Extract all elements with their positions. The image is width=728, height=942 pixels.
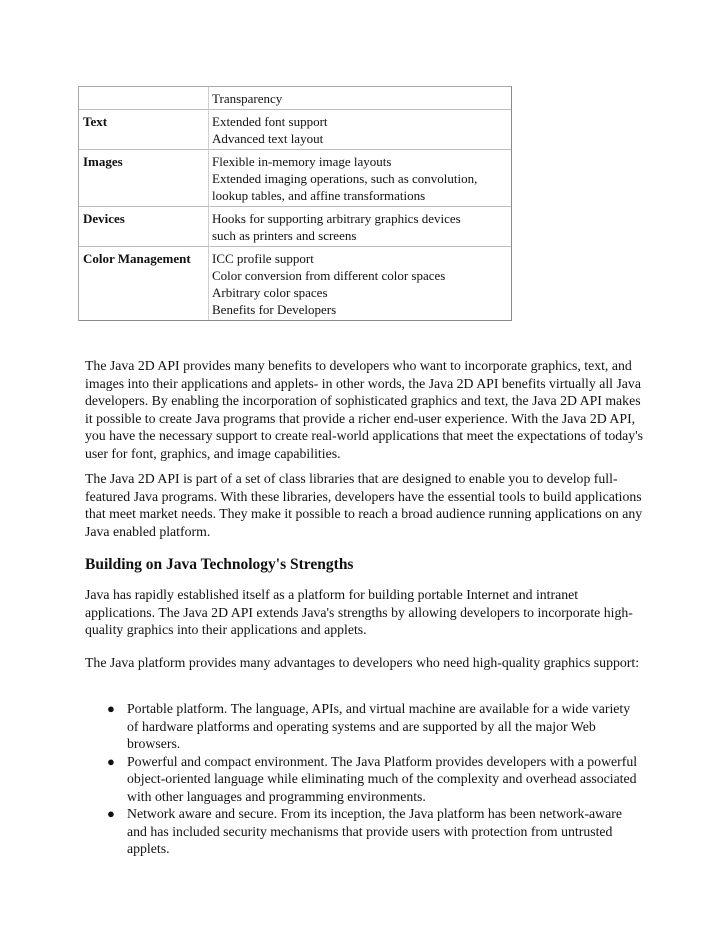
row-item: Benefits for Developers	[212, 302, 337, 317]
row-item: Hooks for supporting arbitrary graphics devices	[212, 211, 461, 226]
table-row	[79, 87, 511, 109]
list-item	[85, 805, 645, 858]
row-items	[209, 87, 511, 109]
paragraph-advantages: The Java platform provides many advantages to developers who need high-quality graphics support:	[85, 655, 640, 670]
row-item: Arbitrary color spaces	[212, 285, 328, 300]
feature-table	[78, 86, 512, 321]
advantages-list	[85, 700, 645, 858]
row-item: lookup tables, and affine transformations	[212, 188, 426, 203]
bullet-icon: ●	[107, 806, 115, 821]
list-item-text: Portable platform. The language, APIs, and virtual machine are available for a wide variety of hardware platforms and operating systems and are supported by all the major Web browsers.	[127, 701, 631, 751]
row-item: ICC profile support	[212, 251, 314, 266]
row-item: Color conversion from different color spaces	[212, 268, 446, 283]
row-category: Devices	[79, 206, 209, 246]
list-item	[85, 753, 645, 806]
table-row	[79, 206, 511, 246]
row-items	[209, 109, 511, 149]
row-item: Flexible in-memory image layouts	[212, 154, 392, 169]
row-items	[209, 149, 511, 206]
list-item	[85, 700, 645, 753]
row-item: Extended imaging operations, such as convolution,	[212, 171, 478, 186]
row-category: Images	[79, 149, 209, 206]
table-row	[79, 149, 511, 206]
section-heading: Building on Java Technology's Strengths	[85, 556, 354, 573]
row-category	[79, 87, 209, 109]
table-row	[79, 109, 511, 149]
paragraph-class-libraries: The Java 2D API is part of a set of class libraries that are designed to enable you to develop full-featured Java programs. With these libraries, developers have the essential tools to build applications that meet market needs. They make it possible to reach a broad audience running applications on any Java enabled platform.	[85, 471, 643, 539]
bullet-icon: ●	[107, 701, 115, 716]
row-item: Transparency	[212, 91, 283, 106]
list-item-text: Powerful and compact environment. The Java Platform provides developers with a powerful object-oriented language while eliminating much of the complexity and overhead associated with other languages and programming environments.	[127, 753, 638, 804]
table-row	[79, 246, 511, 320]
bullet-icon: ●	[107, 753, 115, 769]
row-item: Advanced text layout	[212, 131, 324, 146]
row-item: such as printers and screens	[212, 228, 357, 243]
row-item: Extended font support	[212, 114, 328, 129]
paragraph-strengths: Java has rapidly established itself as a platform for building portable Internet and intranet applications. The Java 2D API extends Java's strengths by allowing developers to incorporate high-quality graphics into their applications and applets.	[85, 587, 633, 637]
row-items	[209, 206, 511, 246]
row-category: Color Management	[79, 246, 209, 320]
row-items	[209, 246, 511, 320]
paragraph-benefits: The Java 2D API provides many benefits to developers who want to incorporate graphics, text, and images into their applications and applets- in other words, the Java 2D API benefits virtually all Java developers. By enabling the incorporation of sophisticated graphics and text, the Java 2D API makes it possible to create Java programs that provide a richer end-user experience. With the Java 2D API, you have the necessary support to create real-world applications that meet the expectations of today's user for font, graphics, and image capabilities.	[85, 358, 643, 461]
row-category: Text	[79, 109, 209, 149]
list-item-text: Network aware and secure. From its inception, the Java platform has been network-aware and has included security mechanisms that provide users with protection from untrusted applets.	[127, 806, 622, 856]
